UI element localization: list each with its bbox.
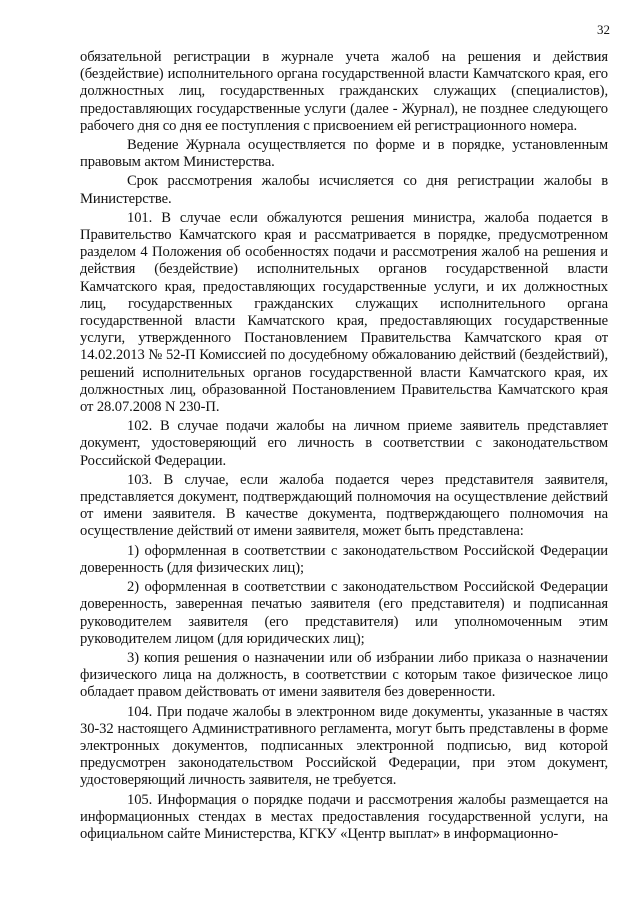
paragraph: 101. В случае если обжалуются решения министра, жалоба подается в Правительство Камчатского края и рассматривается в порядке, предусмотренном разделом 4 Положения об особенностях подачи и рассмотрения жалоб на решения и действия (бездействие) исполнительных органов государственной власти Камчатского края, предоставляющих государственные услуги, и их должностных лиц, государственных гражданских служащих исполнительного органа государственной власти Камчатского края, предоставляющих государственные услуги, утвержденного Постановлением Правительства Камчатского края от 14.02.2013 № 52-П Комиссией по досудебному обжалованию действий (бездействий), решений исполнительных органов государственной власти Камчатского края, их должностных лиц, образованной Постановлением Правительства Камчатского края от 28.07.2008 N 230-П. bbox=[80, 209, 608, 416]
paragraph: 3) копия решения о назначении или об избрании либо приказа о назначении физического лица на должность, в соответствии с которым такое физическое лицо обладает правом действовать от имени заявителя без доверенности. bbox=[80, 649, 608, 701]
page-number: 32 bbox=[597, 22, 610, 37]
document-body bbox=[80, 49, 608, 845]
paragraph: 103. В случае, если жалоба подается через представителя заявителя, представляется документ, подтверждающий полномочия на осуществление действий от имени заявителя. В качестве документа, подтверждающего полномочия на осуществление действий от имени заявителя, может быть представлена: bbox=[80, 471, 608, 540]
paragraph: обязательной регистрации в журнале учета жалоб на решения и действия (бездействие) исполнительного органа государственной власти Камчатского края, его должностных лиц, государственных гражданских служащих (специалистов), предоставляющих государственные услуги (далее - Журнал), не позднее следующего рабочего дня со дня ее поступления с присвоением ей регистрационного номера. bbox=[80, 49, 608, 134]
paragraph: 1) оформленная в соответствии с законодательством Российской Федерации доверенность (для физических лиц); bbox=[80, 542, 608, 576]
paragraph: 2) оформленная в соответствии с законодательством Российской Федерации доверенность, заверенная печатью заявителя (его представителя) и подписанная руководителем заявителя (его представителя) или уполномоченным этим руководителем лицом (для юридических лиц); bbox=[80, 579, 608, 647]
paragraph: 105. Информация о порядке подачи и рассмотрения жалобы размещается на информационных стендах в местах предоставления государственной услуги, на официальном сайте Министерства, КГКУ «Центр выплат» в информационно- bbox=[80, 791, 608, 842]
paragraph: 102. В случае подачи жалобы на личном приеме заявитель представляет документ, удостоверяющий его личность в соответствии с законодательством Российской Федерации. bbox=[80, 418, 608, 469]
paragraph: Ведение Журнала осуществляется по форме и в порядке, установленным правовым актом Министерства. bbox=[80, 137, 608, 171]
paragraph: Срок рассмотрения жалобы исчисляется со дня регистрации жалобы в Министерстве. bbox=[80, 173, 608, 207]
paragraph: 104. При подаче жалобы в электронном виде документы, указанные в частях 30-32 настоящего Административного регламента, могут быть представлены в форме электронных документов, подписанных электронной подписью, вид которой предусмотрен законодательством Российской Федерации, при этом документ, удостоверяющий личность заявителя, не требуется. bbox=[80, 703, 608, 789]
